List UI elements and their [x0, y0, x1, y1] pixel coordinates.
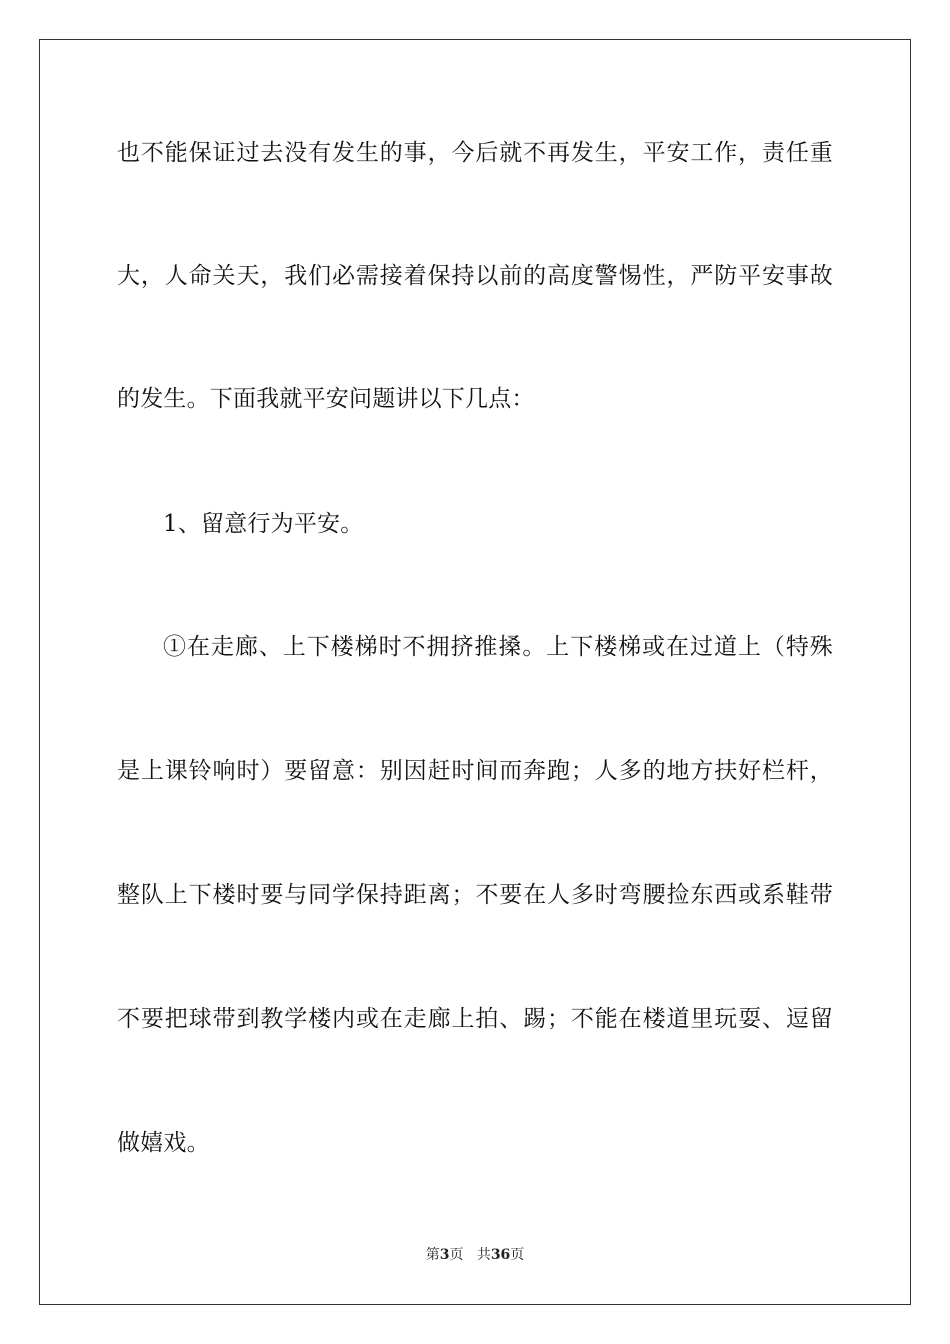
text-line-1: 也不能保证过去没有发生的事，今后就不再发生，平安工作，责任重: [117, 140, 833, 166]
total-pages-number: 36: [490, 1247, 511, 1263]
text-line-5: ①在走廊、上下楼梯时不拥挤推搡。上下楼梯或在过道上（特殊: [163, 634, 833, 660]
current-page-number: 3: [439, 1247, 450, 1263]
text-line-7: 整队上下楼时要与同学保持距离；不要在人多时弯腰捡东西或系鞋带: [117, 882, 833, 908]
footer-total-prefix: 共: [476, 1247, 491, 1263]
footer-prefix: 第: [425, 1247, 440, 1263]
text-line-3: 的发生。下面我就平安问题讲以下几点：: [117, 386, 535, 412]
text-line-9: 做嬉戏。: [117, 1130, 210, 1156]
footer-page-suffix: 页: [449, 1247, 464, 1263]
text-line-2: 大，人命关天，我们必需接着保持以前的高度警惕性，严防平安事故: [117, 263, 833, 289]
text-line-6: 是上课铃响时）要留意：别因赶时间而奔跑；人多的地方扶好栏杆，: [117, 758, 833, 784]
page-footer: [0, 1246, 950, 1264]
footer-total-suffix: 页: [510, 1247, 525, 1263]
page-border: [39, 39, 911, 1305]
text-line-8: 不要把球带到教学楼内或在走廊上拍、踢；不能在楼道里玩耍、逗留: [117, 1006, 833, 1032]
text-line-4: 1、留意行为平安。: [163, 511, 364, 537]
